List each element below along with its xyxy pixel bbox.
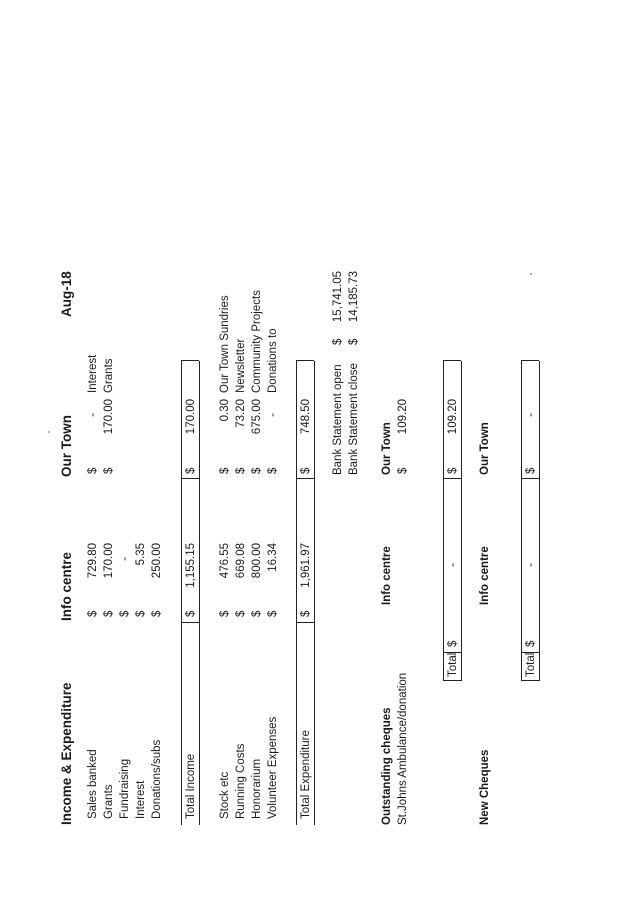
- column-divider: [181, 622, 199, 623]
- bank-open-label: Bank Statement open: [332, 364, 344, 475]
- total-expenditure-info: 1,961.97: [300, 543, 312, 588]
- income-label: Grants: [103, 784, 115, 819]
- period-label: Aug-18: [59, 271, 74, 317]
- income-info-value: 5.35: [135, 543, 147, 566]
- total-income-rule-bottom: [199, 361, 200, 825]
- new-cheques-ot-header: Our Town: [479, 422, 491, 475]
- dollar-sign: $: [87, 610, 99, 617]
- expense-ot-note: Donations to: [267, 328, 279, 393]
- column-divider: [181, 478, 199, 479]
- expense-info-value: 800.00: [251, 543, 263, 579]
- column-divider: [521, 478, 539, 479]
- outstanding-heading: Outstanding cheques: [381, 707, 393, 825]
- expense-label: Volunteer Expenses: [267, 716, 279, 819]
- income-label: Donations/subs: [151, 739, 163, 819]
- new-cheques-total-rule-bottom: [539, 361, 540, 681]
- expense-info-value: 16.34: [267, 543, 279, 572]
- total-expenditure-rule-bottom: [314, 361, 315, 825]
- expense-label: Stock etc: [219, 771, 231, 819]
- new-cheques-info-header: Info centre: [479, 546, 491, 605]
- total-income-label: Total Income: [185, 753, 197, 819]
- expense-ot-value: -: [267, 413, 279, 417]
- outstanding-total-ot: 109.20: [447, 399, 459, 435]
- outstanding-ot-header: Our Town: [381, 422, 393, 475]
- dollar-sign: $: [300, 467, 312, 474]
- scan-speck: [530, 273, 532, 275]
- income-label: Fundraising: [119, 758, 131, 819]
- column-divider: [181, 360, 199, 361]
- dollar-sign: $: [300, 610, 312, 617]
- income-label: Interest: [135, 780, 147, 819]
- column-divider: [521, 360, 539, 361]
- dollar-sign: $: [447, 640, 459, 647]
- column-divider: [443, 478, 461, 479]
- bank-open-value: 15,741.05: [332, 271, 344, 323]
- income-ot-note: Interest: [87, 354, 99, 393]
- outstanding-info-header: Info centre: [381, 546, 393, 605]
- dollar-sign: $: [267, 610, 279, 617]
- dollar-sign: $: [219, 610, 231, 617]
- scan-speck: [48, 431, 50, 433]
- new-cheques-heading: New Cheques: [479, 749, 491, 825]
- dollar-sign: $: [151, 610, 163, 617]
- dollar-sign: $: [119, 610, 131, 617]
- dollar-sign: $: [447, 467, 459, 474]
- dollar-sign: $: [397, 467, 409, 474]
- column-divider: [443, 360, 461, 361]
- expense-label: Honorarium: [251, 758, 263, 819]
- income-ot-value: 170.00: [103, 399, 115, 435]
- outstanding-total-info: -: [447, 563, 459, 567]
- new-cheques-total-ot: -: [525, 413, 537, 417]
- outstanding-total-rule-top: [443, 361, 444, 681]
- dollar-sign: $: [103, 467, 115, 474]
- column-divider: [296, 622, 314, 623]
- dollar-sign: $: [348, 338, 360, 345]
- new-cheques-total-label: Total: [525, 652, 537, 677]
- dollar-sign: $: [332, 338, 344, 345]
- total-expenditure-ot: 748.50: [300, 399, 312, 435]
- new-cheques-total-rule-top: [521, 361, 522, 681]
- income-ot-value: -: [87, 413, 99, 417]
- expense-info-value: 476.55: [219, 543, 231, 579]
- dollar-sign: $: [251, 467, 263, 474]
- outstanding-total-rule-bottom: [461, 361, 462, 681]
- dollar-sign: $: [103, 610, 115, 617]
- dollar-sign: $: [235, 467, 247, 474]
- total-expenditure-label: Total Expenditure: [300, 730, 312, 819]
- dollar-sign: $: [219, 467, 231, 474]
- expense-ot-value: 73.20: [235, 399, 247, 428]
- total-expenditure-rule-top: [296, 361, 297, 825]
- column-divider: [443, 680, 461, 681]
- column-divider: [296, 478, 314, 479]
- dollar-sign: $: [525, 467, 537, 474]
- info-centre-header: Info centre: [59, 551, 74, 621]
- new-cheques-total-info: -: [525, 563, 537, 567]
- total-income-rule-top: [181, 361, 182, 825]
- dollar-sign: $: [251, 610, 263, 617]
- total-income-ot: 170.00: [185, 399, 197, 435]
- income-info-value: 729.80: [87, 543, 99, 579]
- income-ot-note: Grants: [103, 358, 115, 393]
- column-divider: [521, 680, 539, 681]
- expense-label: Running Costs: [235, 743, 247, 819]
- expense-info-value: 669.08: [235, 543, 247, 579]
- dollar-sign: $: [235, 610, 247, 617]
- expense-ot-note: Our Town Sundries: [219, 295, 231, 393]
- outstanding-total-label: Total: [447, 652, 459, 677]
- income-info-value: -: [119, 557, 131, 561]
- expense-ot-note: Community Projects: [251, 290, 263, 393]
- bank-close-value: 14,185.73: [348, 271, 360, 323]
- dollar-sign: $: [135, 610, 147, 617]
- dollar-sign: $: [267, 467, 279, 474]
- total-income-info: 1,155.15: [185, 543, 197, 588]
- dollar-sign: $: [525, 640, 537, 647]
- expense-ot-value: 0.30: [219, 399, 231, 422]
- dollar-sign: $: [185, 467, 197, 474]
- outstanding-ot-value: 109.20: [397, 399, 409, 435]
- column-divider: [296, 360, 314, 361]
- dollar-sign: $: [185, 610, 197, 617]
- income-info-value: 170.00: [103, 543, 115, 579]
- report-title: Income & Expenditure: [59, 682, 74, 825]
- income-info-value: 250.00: [151, 543, 163, 579]
- bank-close-label: Bank Statement close: [348, 363, 360, 475]
- expense-ot-value: 675.00: [251, 399, 263, 435]
- dollar-sign: $: [87, 467, 99, 474]
- income-label: Sales banked: [87, 749, 99, 819]
- outstanding-item: St.Johns Ambulance/donation: [397, 672, 409, 825]
- our-town-header: Our Town: [59, 415, 74, 477]
- expense-ot-note: Newsletter: [235, 338, 247, 393]
